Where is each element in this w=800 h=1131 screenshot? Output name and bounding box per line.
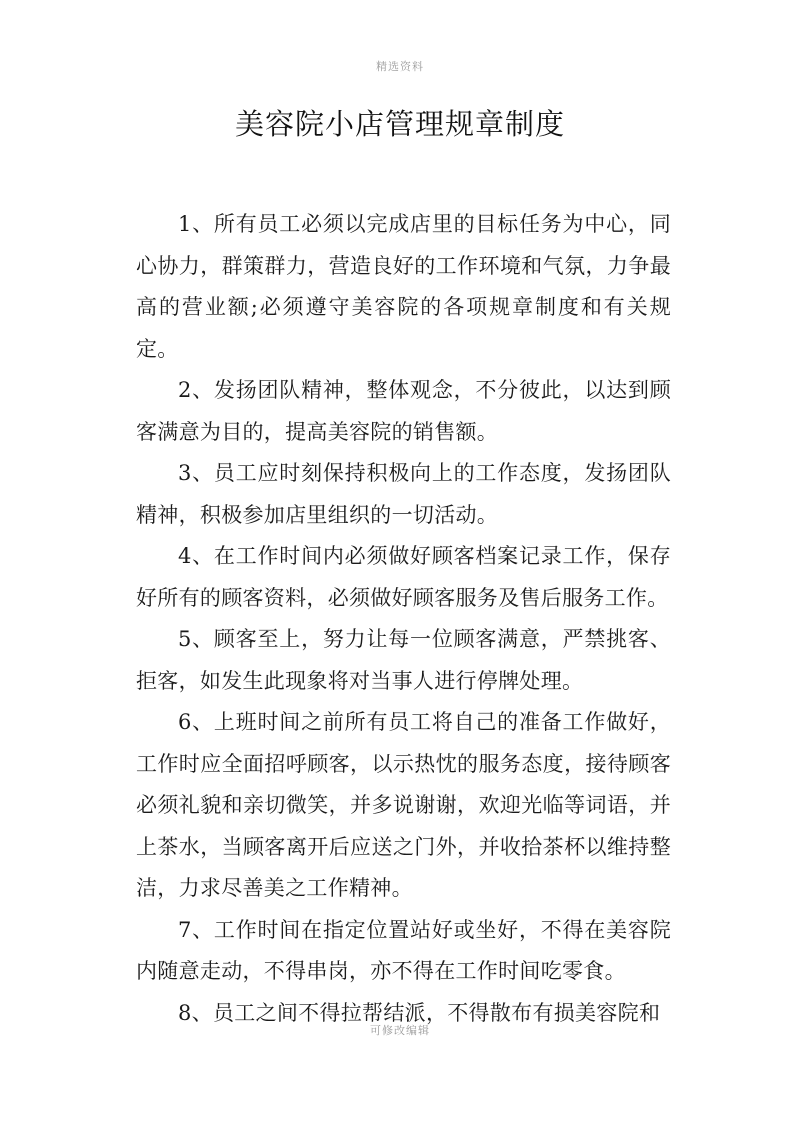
rule-paragraph-2: 2、发扬团队精神，整体观念，不分彼此，以达到顾客满意为目的，提高美容院的销售额。: [136, 378, 671, 444]
rule-paragraph-3: 3、员工应时刻保持积极向上的工作态度，发扬团队精神，积极参加店里组织的一切活动。: [136, 461, 671, 527]
rule-paragraph-8: 8、员工之间不得拉帮结派，不得散布有损美容院和: [178, 1000, 661, 1025]
rule-paragraph-7: 7、工作时间在指定位置站好或坐好，不得在美容院内随意走动，不得串岗，亦不得在工作时间吃零食。: [136, 917, 671, 983]
document-body: [136, 204, 671, 1034]
page-footer-label: 可修改编辑: [370, 1024, 430, 1037]
document-title: 美容院小店管理规章制度: [234, 107, 565, 141]
rule-paragraph-5: 5、顾客至上，努力让每一位顾客满意，严禁挑客、拒客，如发生此现象将对当事人进行停牌处理。: [136, 627, 671, 693]
page-header-label: 精选资料: [376, 60, 424, 73]
rule-paragraph-1: 1、所有员工必须以完成店里的目标任务为中心，同心协力，群策群力，营造良好的工作环境和气氛，力争最高的营业额;必须遵守美容院的各项规章制度和有关规定。: [136, 212, 671, 361]
rule-paragraph-6: 6、上班时间之前所有员工将自己的准备工作做好，工作时应全面招呼顾客，以示热忱的服务态度，接待顾客必须礼貌和亲切微笑，并多说谢谢，欢迎光临等词语，并上茶水，当顾客离开后应送之门外，并收拾茶杯以维持整洁，力求尽善美之工作精神。: [136, 710, 671, 900]
rule-paragraph-4: 4、在工作时间内必须做好顾客档案记录工作，保存好所有的顾客资料，必须做好顾客服务及售后服务工作。: [136, 544, 671, 610]
